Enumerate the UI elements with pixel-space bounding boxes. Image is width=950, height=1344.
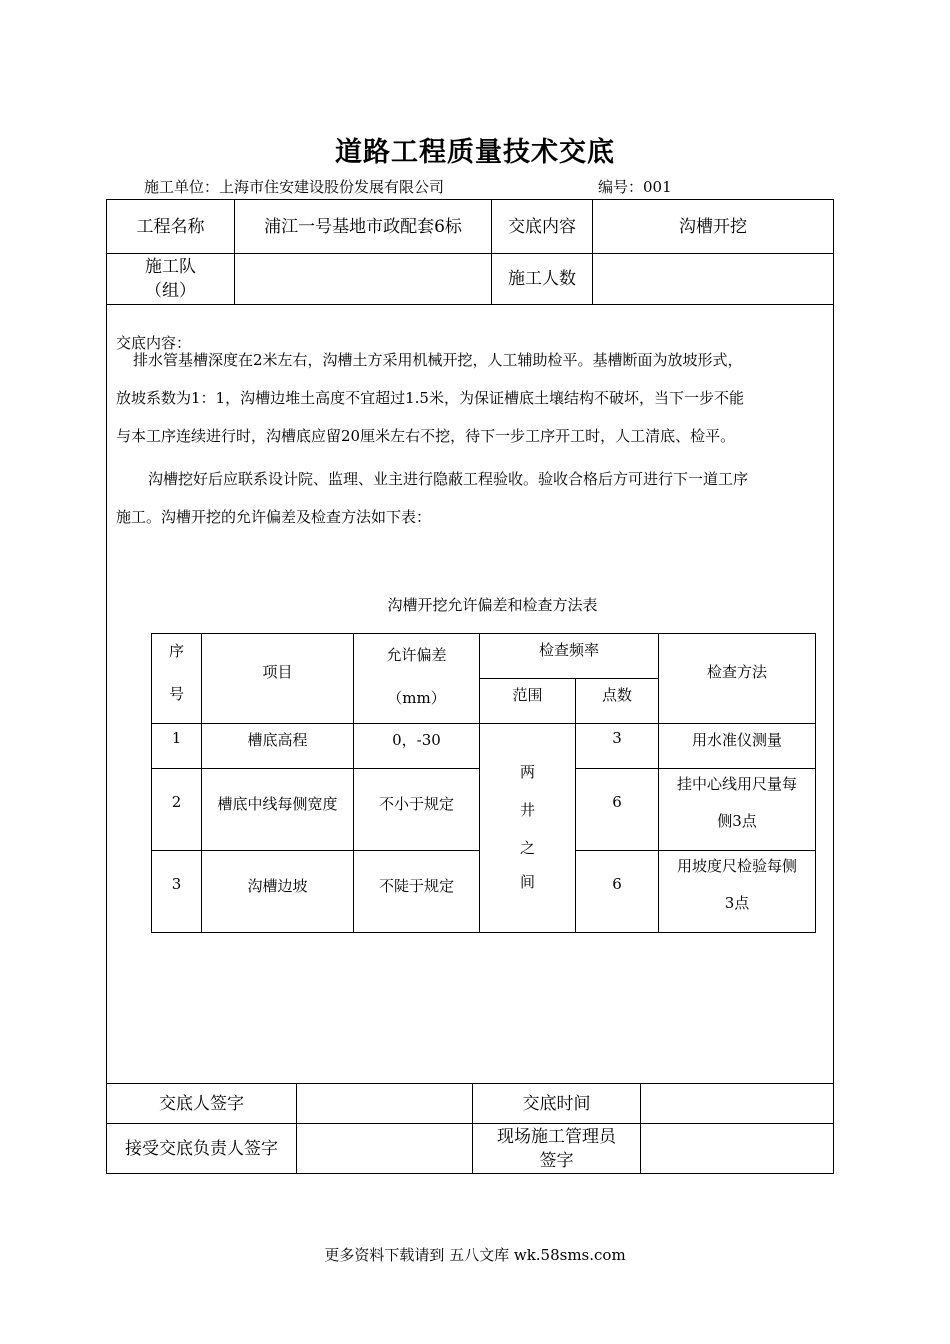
project-name-value: 浦江一号基地市政配套6标	[264, 216, 462, 237]
site-manager-label-line2: 签字	[539, 1150, 574, 1171]
workers-label: 施工人数	[508, 269, 576, 289]
paragraph-1-line-2: 放坡系数为1：1，沟槽边堆土高度不宜超过1.5米，为保证槽底土壤结构不破坏，当下一步不能	[116, 389, 744, 407]
team-value	[235, 254, 491, 304]
content-heading: 交底内容：	[116, 334, 192, 352]
page-title: 道路工程质量技术交底	[335, 137, 615, 168]
table-caption: 沟槽开挖允许偏差和检查方法表	[387, 596, 598, 614]
header-frequency: 检查频率	[538, 641, 599, 659]
team-label	[107, 254, 234, 304]
header-seq-bottom: 号	[168, 685, 184, 703]
site-manager-label	[473, 1124, 640, 1173]
row-2-method-line-2: 侧3点	[717, 812, 757, 830]
team-label-line1: 施工队	[145, 257, 196, 277]
header-seq-top: 序	[168, 642, 184, 660]
range-char-2: 井	[519, 801, 535, 819]
content-label: 交底内容	[508, 216, 576, 237]
project-name-label: 工程名称	[136, 216, 205, 237]
range-char-3: 之	[519, 839, 535, 857]
paragraph-2-line-2: 施工。沟槽开挖的允许偏差及检查方法如下表：	[116, 508, 432, 526]
header-tolerance-unit: （mm）	[387, 689, 446, 707]
footer-link[interactable]: 更多资料下载请到 五八文库 wk.58sms.com	[324, 1246, 626, 1264]
paragraph-1-line-3: 与本工序连续进行时，沟槽底应留20厘米左右不挖，待下一步工序开工时，人工清底、检平。	[116, 427, 736, 445]
receiver-signature-label: 接受交底负责人签字	[125, 1138, 278, 1159]
range-char-4: 间	[519, 873, 535, 891]
row-1-method: 用水准仪测量	[691, 731, 782, 749]
header-range: 范围	[512, 686, 543, 704]
paragraph-1-line-1: 排水管基槽深度在2米左右，沟槽土方采用机械开挖，人工辅助检平。基槽断面为放坡形式，	[133, 351, 743, 369]
row-3-tolerance: 不陡于规定	[378, 877, 454, 895]
header-tolerance: 允许偏差	[386, 646, 447, 664]
header-method: 检查方法	[706, 663, 767, 681]
team-label-line2: （组）	[145, 281, 196, 301]
handover-time-label: 交底时间	[522, 1093, 591, 1114]
content-value: 沟槽开挖	[679, 216, 747, 237]
row-1-item: 槽底高程	[247, 731, 308, 749]
giver-signature-field[interactable]	[297, 1084, 472, 1123]
header-points: 点数	[601, 686, 632, 704]
row-2-points: 6	[612, 793, 622, 811]
range-char-1: 两	[519, 763, 535, 781]
site-manager-label-line1: 现场施工管理员	[497, 1126, 616, 1147]
row-1-points: 3	[612, 729, 622, 747]
paragraph-2-line-1: 沟槽挖好后应联系设计院、监理、业主进行隐蔽工程验收。验收合格后方可进行下一道工序	[148, 470, 749, 488]
site-manager-signature-field[interactable]	[641, 1124, 833, 1173]
row-3-points: 6	[612, 875, 622, 893]
row-2-seq: 2	[171, 793, 182, 811]
header-item: 项目	[262, 663, 293, 681]
row-3-item: 沟槽边坡	[247, 877, 308, 895]
workers-value	[593, 254, 833, 304]
document-number: 编号：001	[598, 178, 672, 196]
row-2-item: 槽底中线每侧宽度	[217, 795, 338, 813]
row-3-method-line-2: 3点	[724, 894, 750, 912]
row-3-method-line-1: 用坡度尺检验每侧	[676, 857, 797, 875]
row-2-tolerance: 不小于规定	[378, 795, 454, 813]
construction-unit: 施工单位：上海市住安建设股份发展有限公司	[144, 178, 445, 196]
receiver-signature-field[interactable]	[297, 1124, 472, 1173]
row-2-method-line-1: 挂中心线用尺量每	[676, 775, 797, 793]
row-1-tolerance: 0，-30	[392, 731, 441, 749]
row-1-seq: 1	[171, 729, 182, 747]
giver-signature-label: 交底人签字	[159, 1093, 244, 1114]
row-3-seq: 3	[171, 875, 182, 893]
handover-time-field[interactable]	[641, 1084, 833, 1123]
